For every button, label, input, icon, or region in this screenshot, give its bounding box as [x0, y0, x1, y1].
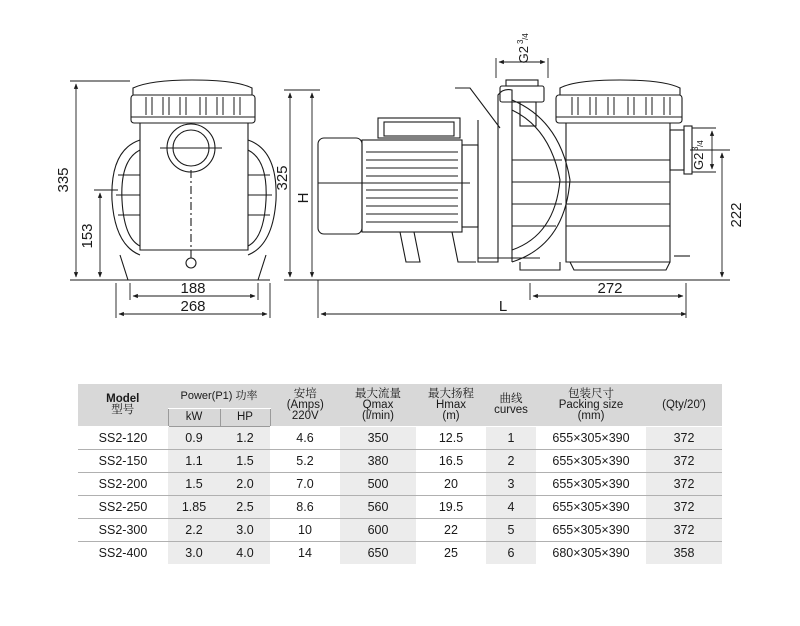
- cell-model: SS2-400: [78, 542, 168, 565]
- col-pack-header: [536, 384, 646, 427]
- cell-amps: 8.6: [270, 496, 340, 519]
- dim-272: 272: [597, 280, 623, 297]
- dim-268: 268: [180, 298, 206, 315]
- cell-pack: 655×305×390: [536, 427, 646, 450]
- cell-curve: 3: [486, 473, 536, 496]
- cell-kw: 1.5: [168, 473, 220, 496]
- cell-model: SS2-200: [78, 473, 168, 496]
- dim-inlet-sub: /4: [696, 140, 705, 147]
- header-pack-en: Packing size: [558, 398, 624, 411]
- cell-qmax: 600: [340, 519, 416, 542]
- header-model-en: Model: [106, 393, 140, 405]
- cell-amps: 10: [270, 519, 340, 542]
- cell-hp: 1.5: [220, 450, 270, 473]
- cell-hmax: 22: [416, 519, 486, 542]
- header-amps-cn: 安培: [293, 387, 317, 400]
- table-row: [78, 519, 722, 542]
- cell-kw: 1.1: [168, 450, 220, 473]
- dim-222: 222: [728, 202, 745, 228]
- dim-H: H: [295, 192, 312, 204]
- cell-hp: 4.0: [220, 542, 270, 565]
- cell-qty: 372: [646, 496, 722, 519]
- header-hmax-cn: 最大扬程: [428, 387, 474, 400]
- header-model-cn: 型号: [111, 404, 135, 416]
- cell-model: SS2-120: [78, 427, 168, 450]
- cell-hmax: 16.5: [416, 450, 486, 473]
- cell-curve: 5: [486, 519, 536, 542]
- cell-hp: 2.5: [220, 496, 270, 519]
- cell-pack: 680×305×390: [536, 542, 646, 565]
- header-qmax-en: Qmax: [362, 398, 394, 411]
- dim-inlet-thread: [691, 140, 706, 170]
- cell-hp: 1.2: [220, 427, 270, 450]
- header-curves-cn: 曲线: [499, 393, 523, 405]
- cell-hp: 2.0: [220, 473, 270, 496]
- cell-kw: 0.9: [168, 427, 220, 450]
- cell-hp: 3.0: [220, 519, 270, 542]
- cell-amps: 4.6: [270, 427, 340, 450]
- cell-curve: 4: [486, 496, 536, 519]
- dim-outlet-g: G2: [516, 46, 531, 64]
- cell-pack: 655×305×390: [536, 473, 646, 496]
- spec-table: [78, 384, 722, 564]
- cell-curve: 6: [486, 542, 536, 565]
- col-model-header: [78, 384, 168, 427]
- cell-model: SS2-300: [78, 519, 168, 542]
- header-qmax-cn: 最大流量: [355, 387, 401, 400]
- header-power: Power(P1) 功率: [168, 384, 270, 409]
- cell-qty: 372: [646, 427, 722, 450]
- cell-qty: 358: [646, 542, 722, 565]
- dim-inlet-sup: 3: [691, 146, 700, 151]
- cell-kw: 2.2: [168, 519, 220, 542]
- col-qmax-header: [340, 384, 416, 427]
- header-qmax-unit: (l/min): [362, 409, 394, 422]
- cell-qmax: 560: [340, 496, 416, 519]
- right-view: [556, 80, 692, 280]
- header-kw: kW: [168, 409, 220, 427]
- header-amps-v: 220V: [291, 409, 319, 422]
- dim-outlet-thread: [516, 33, 531, 64]
- front-view: [112, 80, 276, 280]
- table-row: [78, 473, 722, 496]
- cell-pack: 655×305×390: [536, 496, 646, 519]
- cell-qty: 372: [646, 519, 722, 542]
- cell-hmax: 20: [416, 473, 486, 496]
- header-hp: HP: [220, 409, 270, 427]
- cell-qmax: 650: [340, 542, 416, 565]
- header-amps-en: (Amps): [286, 398, 324, 411]
- cell-kw: 1.85: [168, 496, 220, 519]
- dim-325: 325: [274, 165, 291, 191]
- dim-outlet-sup: 3: [516, 39, 525, 44]
- cell-amps: 5.2: [270, 450, 340, 473]
- cell-pack: 655×305×390: [536, 519, 646, 542]
- cell-qty: 372: [646, 473, 722, 496]
- dim-153: 153: [79, 223, 96, 249]
- table-row: [78, 542, 722, 565]
- side-view-dimensions: [284, 58, 686, 318]
- cell-hmax: 25: [416, 542, 486, 565]
- cell-curve: 2: [486, 450, 536, 473]
- dim-outlet-sub: /4: [521, 33, 530, 40]
- cell-qty: 372: [646, 450, 722, 473]
- table-row: [78, 450, 722, 473]
- table-row: [78, 427, 722, 450]
- header-pack-cn: 包装尺寸: [568, 387, 614, 400]
- header-pack-unit: (mm): [577, 409, 605, 422]
- cell-amps: 7.0: [270, 473, 340, 496]
- dim-335: 335: [55, 167, 72, 193]
- header-hmax-en: Hmax: [435, 398, 467, 411]
- cell-pack: 655×305×390: [536, 450, 646, 473]
- table-row: [78, 496, 722, 519]
- side-view: [318, 80, 580, 280]
- dim-188: 188: [180, 280, 206, 297]
- header-qty: (Qty/20′): [646, 384, 722, 427]
- cell-kw: 3.0: [168, 542, 220, 565]
- col-curves-header: [486, 384, 536, 427]
- dim-L: L: [498, 298, 508, 315]
- cell-qmax: 350: [340, 427, 416, 450]
- cell-amps: 14: [270, 542, 340, 565]
- cell-curve: 1: [486, 427, 536, 450]
- cell-hmax: 19.5: [416, 496, 486, 519]
- header-row-1: [78, 384, 722, 409]
- header-curves-en: curves: [494, 404, 528, 416]
- cell-model: SS2-250: [78, 496, 168, 519]
- cell-hmax: 12.5: [416, 427, 486, 450]
- cell-qmax: 380: [340, 450, 416, 473]
- header-hmax-unit: (m): [442, 409, 460, 422]
- cell-model: SS2-150: [78, 450, 168, 473]
- col-amps-header: [270, 384, 340, 427]
- cell-qmax: 500: [340, 473, 416, 496]
- dim-inlet-g: G2: [691, 152, 706, 170]
- col-hmax-header: [416, 384, 486, 427]
